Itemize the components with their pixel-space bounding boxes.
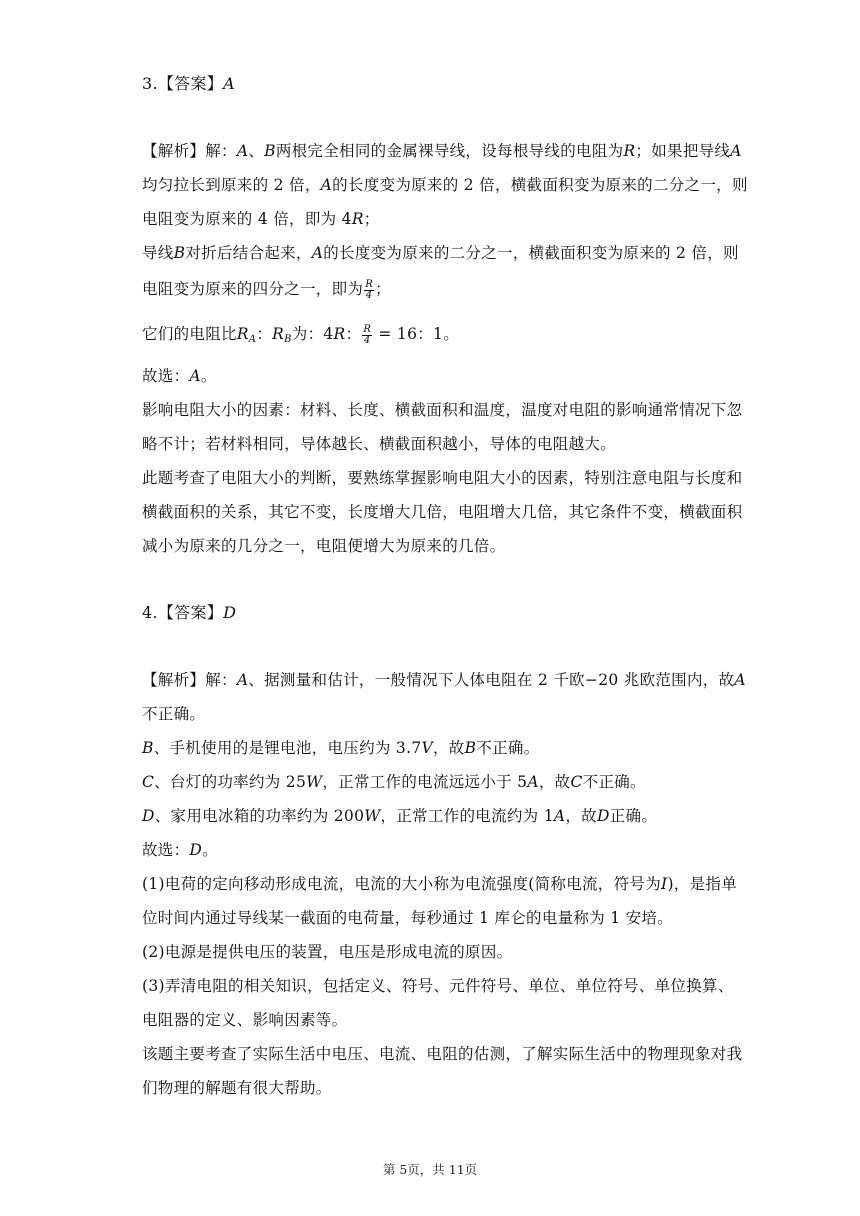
q4-analysis-line-11: 电阻器的定义、影响因素等。 xyxy=(142,1011,348,1029)
answer-value: A xyxy=(223,74,235,93)
page-footer: 第 5页，共 11页 xyxy=(382,1162,478,1177)
q4-analysis-line-12: 该题主要考查了实际生活中电压、电流、电阻的估测，了解实际生活中的物理现象对我 xyxy=(142,1045,743,1063)
q3-analysis-line-2: 均匀拉长到原来的 2 倍，A的长度变为原来的 2 倍，横截面积变为原来的二分之一，则 xyxy=(142,176,748,194)
answer-label: 3.【答案】 xyxy=(142,74,224,93)
q3-answer-heading xyxy=(142,74,722,94)
q3-analysis-line-6: 它们的电阻比$R_A$：$R_B$为：4R： $\frac{R}{4}$ = 16：1。 xyxy=(142,323,460,346)
q4-analysis-line-9: (2)电源是提供电压的装置，电压是形成电流的原因。 xyxy=(142,943,513,961)
answer-label: 4.【答案】 xyxy=(142,603,224,622)
q4-analysis-line-2: 不正确。 xyxy=(142,705,206,723)
q3-analysis-line-9: 略不计；若材料相同，导体越长、横截面积越小，导体的电阻越大。 xyxy=(142,435,617,453)
answer-value: D xyxy=(223,603,237,622)
fraction-r-over-4: $\frac{R}{4}$ xyxy=(363,323,372,346)
q4-analysis-line-4: C、台灯的功率约为 25W，正常工作的电流远远小于 5A，故C不正确。 xyxy=(142,773,646,791)
q4-analysis-line-7: (1)电荷的定向移动形成电流，电流的大小称为电流强度(简称电流，符号为I)，是指单 xyxy=(142,875,738,893)
q3-analysis-line-11: 横截面积的关系，其它不变，长度增大几倍，电阻增大几倍，其它条件不变，横截面积 xyxy=(142,503,743,521)
q3-analysis-line-7: 故选：A。 xyxy=(142,367,217,385)
q4-analysis-line-5: D、家用电冰箱的功率约为 200W，正常工作的电流约为 1A，故D正确。 xyxy=(142,807,658,825)
q3-analysis-line-4: 导线B对折后结合起来，A的长度变为原来的二分之一，横截面积变为原来的 2 倍，则 xyxy=(142,244,739,262)
fraction-r-over-4: $\frac{R}{4}$ xyxy=(365,278,374,301)
q4-analysis-line-1: 【解析】解：A、据测量和估计，一般情况下人体电阻在 2 千欧−20 兆欧范围内，故A xyxy=(142,671,746,689)
q4-analysis-line-10: (3)弄清电阻的相关知识，包括定义、符号、元件符号、单位、单位符号、单位换算、 xyxy=(142,977,734,995)
q4-analysis-line-13: 们物理的解题有很大帮助。 xyxy=(142,1079,332,1097)
q3-analysis-line-8: 影响电阻大小的因素：材料、长度、横截面积和温度，温度对电阻的影响通常情况下忽 xyxy=(142,401,743,419)
q3-analysis-line-5: 电阻变为原来的四分之一，即为 $\frac{R}{4}$ ； xyxy=(142,278,391,301)
q4-answer-heading xyxy=(142,603,722,623)
q4-analysis-line-8: 位时间内通过导线某一截面的电荷量，每秒通过 1 库仑的电量称为 1 安培。 xyxy=(142,909,674,927)
q3-analysis-line-12: 减小为原来的几分之一，电阻便增大为原来的几倍。 xyxy=(142,537,506,555)
q4-analysis-line-6: 故选：D。 xyxy=(142,841,218,859)
q3-analysis-line-1: 【解析】解：A、B两根完全相同的金属裸导线，设每根导线的电阻为R；如果把导线A xyxy=(142,142,742,160)
q3-analysis-line-3: 电阻变为原来的 4 倍，即为 4R； xyxy=(142,210,380,228)
q4-analysis-line-3: B、手机使用的是锂电池，电压约为 3.7V，故B不正确。 xyxy=(142,739,540,757)
q3-analysis-line-10: 此题考查了电阻大小的判断，要熟练掌握影响电阻大小的因素，特别注意电阻与长度和 xyxy=(142,469,743,487)
